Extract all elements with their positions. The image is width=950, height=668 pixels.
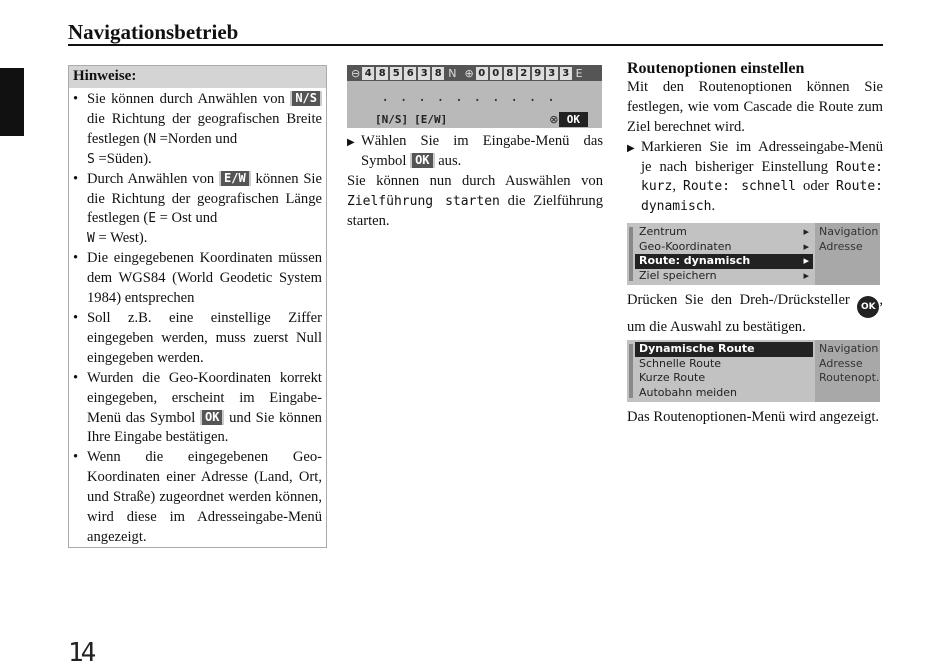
lat-digit[interactable]: 5: [390, 67, 402, 80]
para-text: Sie können nun durch Auswählen von: [347, 172, 603, 189]
longitude-icon: ⊕: [464, 66, 474, 80]
route-options-list: [635, 342, 813, 400]
ew-softkey[interactable]: [E/W]: [414, 112, 448, 126]
hint-item-ok: [73, 369, 322, 449]
menu-item-kurze-route[interactable]: Kurze Route: [639, 371, 706, 384]
page-number: 14: [68, 638, 94, 668]
breadcrumb-item: Navigation: [819, 225, 879, 238]
east-letter: E: [148, 211, 157, 227]
lon-digit[interactable]: 3: [546, 67, 558, 80]
menu-term: Zielführung starten: [347, 193, 500, 209]
lat-digit[interactable]: 8: [432, 67, 444, 80]
hint-text: können Sie die Richtung der geografischen Länge festlegen (: [87, 170, 322, 227]
hint-item-zero: • Soll z.B. eine einstellige Ziffer eingegeben werden, muss zuerst Null eingegeben werden.: [73, 309, 322, 369]
hint-text: =Süden).: [94, 150, 152, 167]
lat-digit[interactable]: 6: [404, 67, 416, 80]
lon-digit[interactable]: 0: [476, 67, 488, 80]
hints-heading: Hinweise:: [69, 66, 326, 88]
hint-item-wgs84: • Die eingegebenen Koordinaten müssen dem WGS84 (World Geodetic System 1984) entsprechen: [73, 249, 322, 309]
ok-key-icon: OK: [200, 410, 224, 425]
page-title: Navigationsbetrieb: [68, 20, 239, 44]
breadcrumb-item: Routenopt.: [819, 371, 880, 384]
south-letter: S: [87, 151, 95, 167]
section-tab-marker: [0, 68, 24, 136]
step-text: Wählen Sie im Eingabe-Menü das Symbol: [361, 133, 603, 169]
lat-digit[interactable]: 8: [376, 67, 388, 80]
column-3-result: [627, 408, 883, 428]
ns-key-icon: N/S: [290, 91, 322, 106]
step-text: aus.: [438, 152, 462, 169]
step-text: ,: [672, 178, 676, 195]
result-paragraph: Das Routenoptionen-Menü wird angezeigt.: [627, 409, 880, 425]
menu-item-autobahn-meiden[interactable]: Autobahn meiden: [639, 385, 737, 399]
input-placeholder-dots: ..........: [381, 89, 566, 105]
lat-direction: N: [448, 66, 457, 80]
coord-softkeys: [347, 110, 602, 128]
chevron-right-icon: ▸: [803, 239, 809, 253]
north-letter: N: [148, 131, 157, 147]
lon-digit[interactable]: 8: [504, 67, 516, 80]
hint-item-ew: [73, 170, 322, 250]
hints-list: [69, 88, 326, 548]
para-text: , um die Auswahl zu bestätigen.: [627, 292, 883, 335]
lat-digit[interactable]: 3: [418, 67, 430, 80]
hint-text: Sie können durch Anwählen von: [87, 91, 285, 107]
menu-item-dynamische-route[interactable]: Dynamische Route: [635, 342, 813, 357]
step-select-ok: [347, 132, 603, 172]
ok-button-icon: OK: [857, 296, 879, 318]
route-options-screen: [627, 340, 880, 402]
column-2-text: [347, 132, 603, 232]
hint-text: = Ost und: [156, 210, 218, 227]
menu-item-route[interactable]: Route: dynamisch ▸: [635, 254, 813, 269]
chevron-right-icon: ▸: [803, 254, 809, 267]
west-letter: W: [87, 231, 95, 247]
breadcrumb-item: Navigation: [819, 342, 879, 355]
breadcrumb-item: Adresse: [819, 239, 863, 253]
address-menu-screen: [627, 223, 880, 285]
coordinate-row: [347, 65, 602, 81]
ok-softkey[interactable]: OK: [559, 112, 588, 127]
menu-item-schnelle-route[interactable]: Schnelle Route: [639, 356, 722, 370]
ew-key-icon: E/W: [219, 171, 251, 186]
menu-breadcrumb: [815, 223, 880, 285]
column-3-press: [627, 291, 883, 338]
address-menu-list: [635, 225, 813, 283]
hint-text: =Norden und: [156, 130, 238, 147]
menu-term: Route: schnell: [683, 179, 796, 195]
lon-digit[interactable]: 9: [532, 67, 544, 80]
breadcrumb-item: Adresse: [819, 356, 863, 370]
hint-text: die Richtung der geografischen Breite festlegen (: [87, 110, 322, 147]
menu-item-geo-koordinaten[interactable]: Geo-Koordinaten ▸: [639, 239, 809, 253]
para-text: die Zielführung starten.: [347, 192, 603, 229]
hint-text: Durch Anwählen von: [87, 170, 215, 187]
section-heading: Routenoptionen einstellen: [627, 60, 805, 77]
menu-item-zentrum[interactable]: Zentrum ▸: [639, 225, 809, 238]
latitude-icon: ⊖: [351, 66, 361, 80]
menu-breadcrumb: [815, 340, 880, 402]
hints-box: [68, 65, 327, 548]
lon-direction: E: [575, 66, 583, 80]
step-text: .: [711, 198, 716, 215]
header-rule: [68, 44, 883, 46]
ok-key-icon: OK: [410, 153, 434, 168]
press-paragraph: [627, 291, 883, 338]
lon-digit[interactable]: 3: [560, 67, 572, 80]
hint-item-address: • Wenn die eingegebenen Geo-Koordinaten einer Adresse (Land, Ort, und Straße) zugeordnet werden können, wird diese im Adresseingabe-Menü angezeigt.: [73, 448, 322, 548]
hint-item-ns: [73, 90, 322, 170]
chevron-right-icon: ▸: [803, 268, 809, 282]
lon-digit[interactable]: 0: [490, 67, 502, 80]
hint-text: = West).: [94, 230, 148, 247]
menu-term: Route: kurz: [641, 159, 883, 195]
geo-coordinate-screen: [347, 65, 602, 128]
column-3-text: [627, 59, 883, 217]
lon-digit[interactable]: 2: [518, 67, 530, 80]
menu-term: Route: dynamisch: [641, 179, 883, 215]
menu-item-ziel-speichern[interactable]: Ziel speichern ▸: [639, 268, 809, 282]
step-text: Markieren Sie im Adresseingabe-Menü je nach bisheriger Einstellung: [641, 138, 883, 175]
step-text: oder: [803, 178, 829, 195]
chevron-right-icon: ▸: [803, 225, 809, 238]
lat-digit[interactable]: 4: [362, 67, 374, 80]
para-text: Drücken Sie den Dreh-/Drücksteller: [627, 292, 850, 308]
intro-paragraph: Mit den Routenoptionen können Sie festlegen, wie vom Cascade die Route zum Ziel berechnet wird.: [627, 78, 883, 135]
cancel-icon[interactable]: ⊗: [549, 112, 559, 126]
ns-softkey[interactable]: [N/S]: [375, 112, 409, 126]
step-mark-route: [627, 138, 883, 218]
hint-text: Wurden die Geo-Koordinaten korrekt eingegeben, erscheint im Eingabe-Menü das Symbol: [87, 369, 322, 426]
start-guidance-paragraph: [347, 172, 603, 232]
hint-text: und Sie können Ihre Eingabe bestätigen.: [87, 409, 322, 446]
